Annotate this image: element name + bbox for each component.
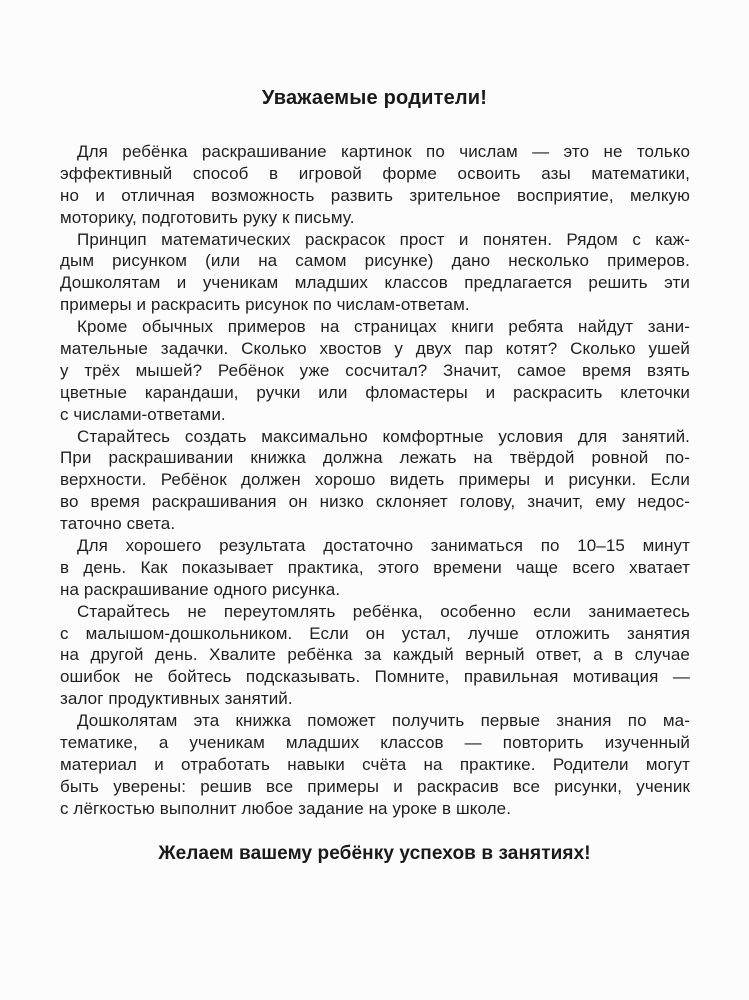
text-line: Старайтесь не переутомлять ребёнка, особенно если занимаетесь bbox=[77, 601, 690, 621]
text-line: моторику, подготовить руку к письму. bbox=[60, 207, 355, 227]
text-line: Для ребёнка раскрашивание картинок по числам — это не только bbox=[77, 142, 690, 161]
paragraph bbox=[60, 426, 690, 535]
text-line: примеры и раскрасить рисунок по числам-ответам. bbox=[60, 295, 470, 315]
text-line: материал и отработать навыки счёта на практике. Родители могут bbox=[60, 754, 690, 774]
text-line: с числами-ответами. bbox=[60, 404, 226, 424]
closing-line: Желаем вашему ребёнку успехов в занятиях! bbox=[158, 843, 591, 864]
text-line: на другой день. Хвалите ребёнка за каждый верный ответ, а в случае bbox=[60, 645, 690, 665]
text-line: верхности. Ребёнок должен хорошо видеть примеры и рисунки. Если bbox=[60, 470, 690, 490]
paragraph bbox=[60, 316, 690, 425]
body-text bbox=[60, 141, 690, 820]
text-line: цветные карандаши, ручки или фломастеры и раскрасить клеточки bbox=[60, 382, 690, 402]
text-line: таточно света. bbox=[60, 514, 176, 534]
text-line: мательные задачки. Сколько хвостов у двух пар котят? Сколько ушей bbox=[60, 339, 690, 359]
paragraph bbox=[60, 535, 690, 601]
text-line: ошибок не бойтесь подсказывать. Помните, правильная мотивация — bbox=[60, 667, 690, 687]
text-line: в день. Как показывает практика, этого времени чаще всего хватает bbox=[60, 557, 690, 577]
text-line: залог продуктивных занятий. bbox=[60, 689, 293, 709]
text-line: Кроме обычных примеров на страницах книги ребята найдут зани- bbox=[77, 317, 690, 337]
paragraph bbox=[60, 601, 690, 710]
text-line: При раскрашивании книжка должна лежать на твёрдой ровной по- bbox=[60, 448, 690, 468]
text-line: Дошколятам эта книжка поможет получить первые знания по ма- bbox=[77, 711, 690, 731]
paragraph bbox=[60, 229, 690, 317]
text-line: Дошколятам и ученикам младших классов предлагается решить эти bbox=[60, 273, 690, 293]
text-line: дым рисунком (или на самом рисунке) дано несколько примеров. bbox=[60, 251, 690, 271]
text-line: Для хорошего результата достаточно заниматься по 10–15 минут bbox=[77, 536, 690, 556]
text-line: эффективный способ в игровой форме освоить азы математики, bbox=[60, 163, 690, 183]
text-line: с малышом-дошкольником. Если он устал, лучше отложить занятия bbox=[60, 623, 690, 643]
text-line: Принцип математических раскрасок прост и понятен. Рядом с каж- bbox=[77, 229, 690, 249]
text-line: с лёгкостью выполнит любое задание на уроке в школе. bbox=[60, 798, 512, 818]
paragraph bbox=[60, 710, 690, 819]
page-title: Уважаемые родители! bbox=[261, 87, 488, 109]
paragraph bbox=[60, 141, 690, 229]
text-line: у трёх мышей? Ребёнок уже сосчитал? Значит, самое время взять bbox=[60, 360, 690, 380]
text-line: на раскрашивание одного рисунка. bbox=[60, 579, 341, 599]
text-line: тематике, а ученикам младших классов — повторить изученный bbox=[60, 733, 690, 753]
text-line: Старайтесь создать максимально комфортные условия для занятий. bbox=[77, 426, 690, 446]
text-line: но и отличная возможность развить зрительное восприятие, мелкую bbox=[60, 185, 690, 205]
text-line: во время раскрашивания он низко склоняет голову, значит, ему недос- bbox=[60, 492, 690, 512]
text-line: быть уверены: решив все примеры и раскрасив все рисунки, ученик bbox=[60, 776, 690, 796]
